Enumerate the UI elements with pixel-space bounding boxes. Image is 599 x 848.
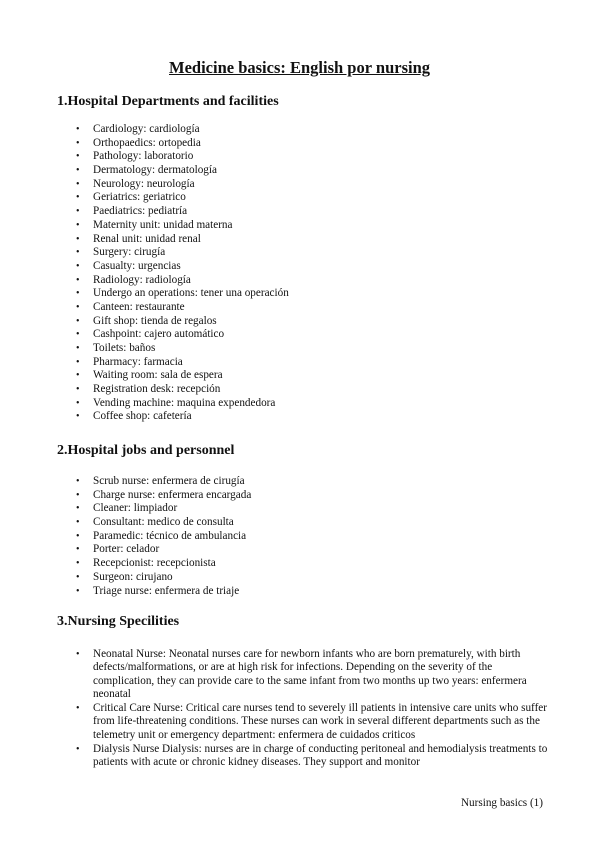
list-item: • Coffee shop: cafetería	[76, 410, 192, 423]
bullet-icon: •	[76, 558, 80, 570]
bullet-icon: •	[76, 124, 80, 135]
list-item: • Dermatology: dermatología	[76, 164, 217, 177]
bullet-icon: •	[76, 274, 80, 286]
bullet-icon: •	[76, 288, 80, 300]
list-item: • Porter: celador	[76, 543, 160, 556]
list-item: • Cashpoint: cajero automático	[76, 328, 225, 341]
specialities-list	[76, 648, 548, 771]
list-item: • Maternity unit: unidad materna	[76, 218, 233, 231]
bullet-icon: •	[76, 503, 80, 515]
bullet-icon: •	[76, 370, 80, 382]
list-item: • Scrub nurse: enfermera de cirugía	[76, 475, 245, 487]
list-item: • Surgery: cirugía	[76, 246, 166, 259]
bullet-icon: •	[76, 178, 80, 190]
list-item: • Paramedic: técnico de ambulancia	[76, 529, 247, 542]
bullet-icon: •	[76, 206, 80, 218]
list-item: • Pathology: laboratorio	[76, 150, 194, 163]
list-item: • Neonatal Nurse: Neonatal nurses care for newborn infants who are born prematurely, with birth defects/malformations, or are at high risk for infections. Depending on the severity of the complication, they can provide care to the same infant from two months up two years: enfermera neonatal	[76, 648, 527, 700]
list-item: • Consultant: medico de consulta	[76, 516, 234, 529]
bullet-icon: •	[76, 315, 80, 327]
bullet-icon: •	[76, 329, 80, 341]
list-item: • Critical Care Nurse: Critical care nurses tend to severely ill patients in intensive care units who suffer from life-threatening conditions. These nurses can work in several different departments such as the telemetry unit or emergency department: enfermera de cuidados criticos	[76, 702, 547, 741]
bullet-icon: •	[76, 233, 80, 245]
list-item: • Undergo an operations: tener una operación	[76, 287, 289, 300]
bullet-icon: •	[76, 301, 80, 313]
section-heading-specialities: 3.Nursing Specilities	[57, 614, 180, 629]
list-item: • Canteen: restaurante	[76, 300, 185, 313]
bullet-icon: •	[76, 137, 80, 149]
bullet-icon: •	[76, 343, 80, 354]
bullet-icon: •	[76, 517, 80, 529]
list-item: • Surgeon: cirujano	[76, 570, 173, 583]
bullet-icon: •	[76, 530, 80, 542]
section-heading-jobs: 2.Hospital jobs and personnel	[57, 443, 235, 458]
list-item: • Charge nurse: enfermera encargada	[76, 488, 252, 501]
departments-list	[76, 123, 289, 424]
bullet-icon: •	[76, 356, 80, 368]
bullet-icon: •	[76, 585, 80, 597]
list-item: • Recepcionist: recepcionista	[76, 557, 216, 570]
bullet-icon: •	[76, 489, 80, 501]
list-item: • Radiology: radiología	[76, 273, 191, 286]
page-title: Medicine basics: English por nursing	[169, 58, 430, 77]
bullet-icon: •	[76, 397, 80, 409]
list-item: • Renal unit: unidad renal	[76, 232, 201, 245]
bullet-icon: •	[76, 192, 80, 204]
bullet-icon: •	[76, 384, 80, 396]
list-item: • Cardiology: cardiología	[76, 123, 200, 135]
list-item: • Paediatrics: pediatría	[76, 205, 188, 218]
list-item: • Casualty: urgencias	[76, 259, 181, 272]
list-item: • Cleaner: limpiador	[76, 502, 178, 515]
bullet-icon: •	[76, 571, 80, 583]
list-item: • Waiting room: sala de espera	[76, 369, 223, 382]
page-footer: Nursing basics (1)	[460, 797, 543, 809]
section-heading-departments: 1.Hospital Departments and facilities	[57, 94, 279, 109]
bullet-icon: •	[76, 219, 80, 231]
bullet-icon: •	[76, 151, 80, 163]
bullet-icon: •	[76, 247, 80, 259]
list-item: • Orthopaedics: ortopedia	[76, 136, 201, 149]
bullet-icon: •	[76, 476, 80, 487]
bullet-icon: •	[76, 411, 80, 423]
list-item: • Neurology: neurología	[76, 177, 195, 190]
list-item: • Vending machine: maquina expendedora	[76, 396, 276, 409]
bullet-icon: •	[76, 649, 80, 660]
list-item: • Registration desk: recepción	[76, 383, 221, 396]
list-item: • Dialysis Nurse Dialysis: nurses are in charge of conducting peritoneal and hemodialysis treatments to patients with acute or chronic kidney diseases. They support and monitor	[76, 743, 548, 769]
bullet-icon: •	[76, 544, 80, 556]
list-item: • Pharmacy: farmacia	[76, 355, 183, 368]
list-item: • Geriatrics: geriatrico	[76, 191, 186, 204]
list-item: • Toilets: baños	[76, 342, 156, 354]
bullet-icon: •	[76, 744, 80, 756]
jobs-list	[76, 475, 251, 598]
bullet-icon: •	[76, 165, 80, 177]
bullet-icon: •	[76, 260, 80, 272]
list-item: • Gift shop: tienda de regalos	[76, 314, 217, 327]
list-item: • Triage nurse: enfermera de triaje	[76, 584, 240, 597]
bullet-icon: •	[76, 703, 80, 715]
